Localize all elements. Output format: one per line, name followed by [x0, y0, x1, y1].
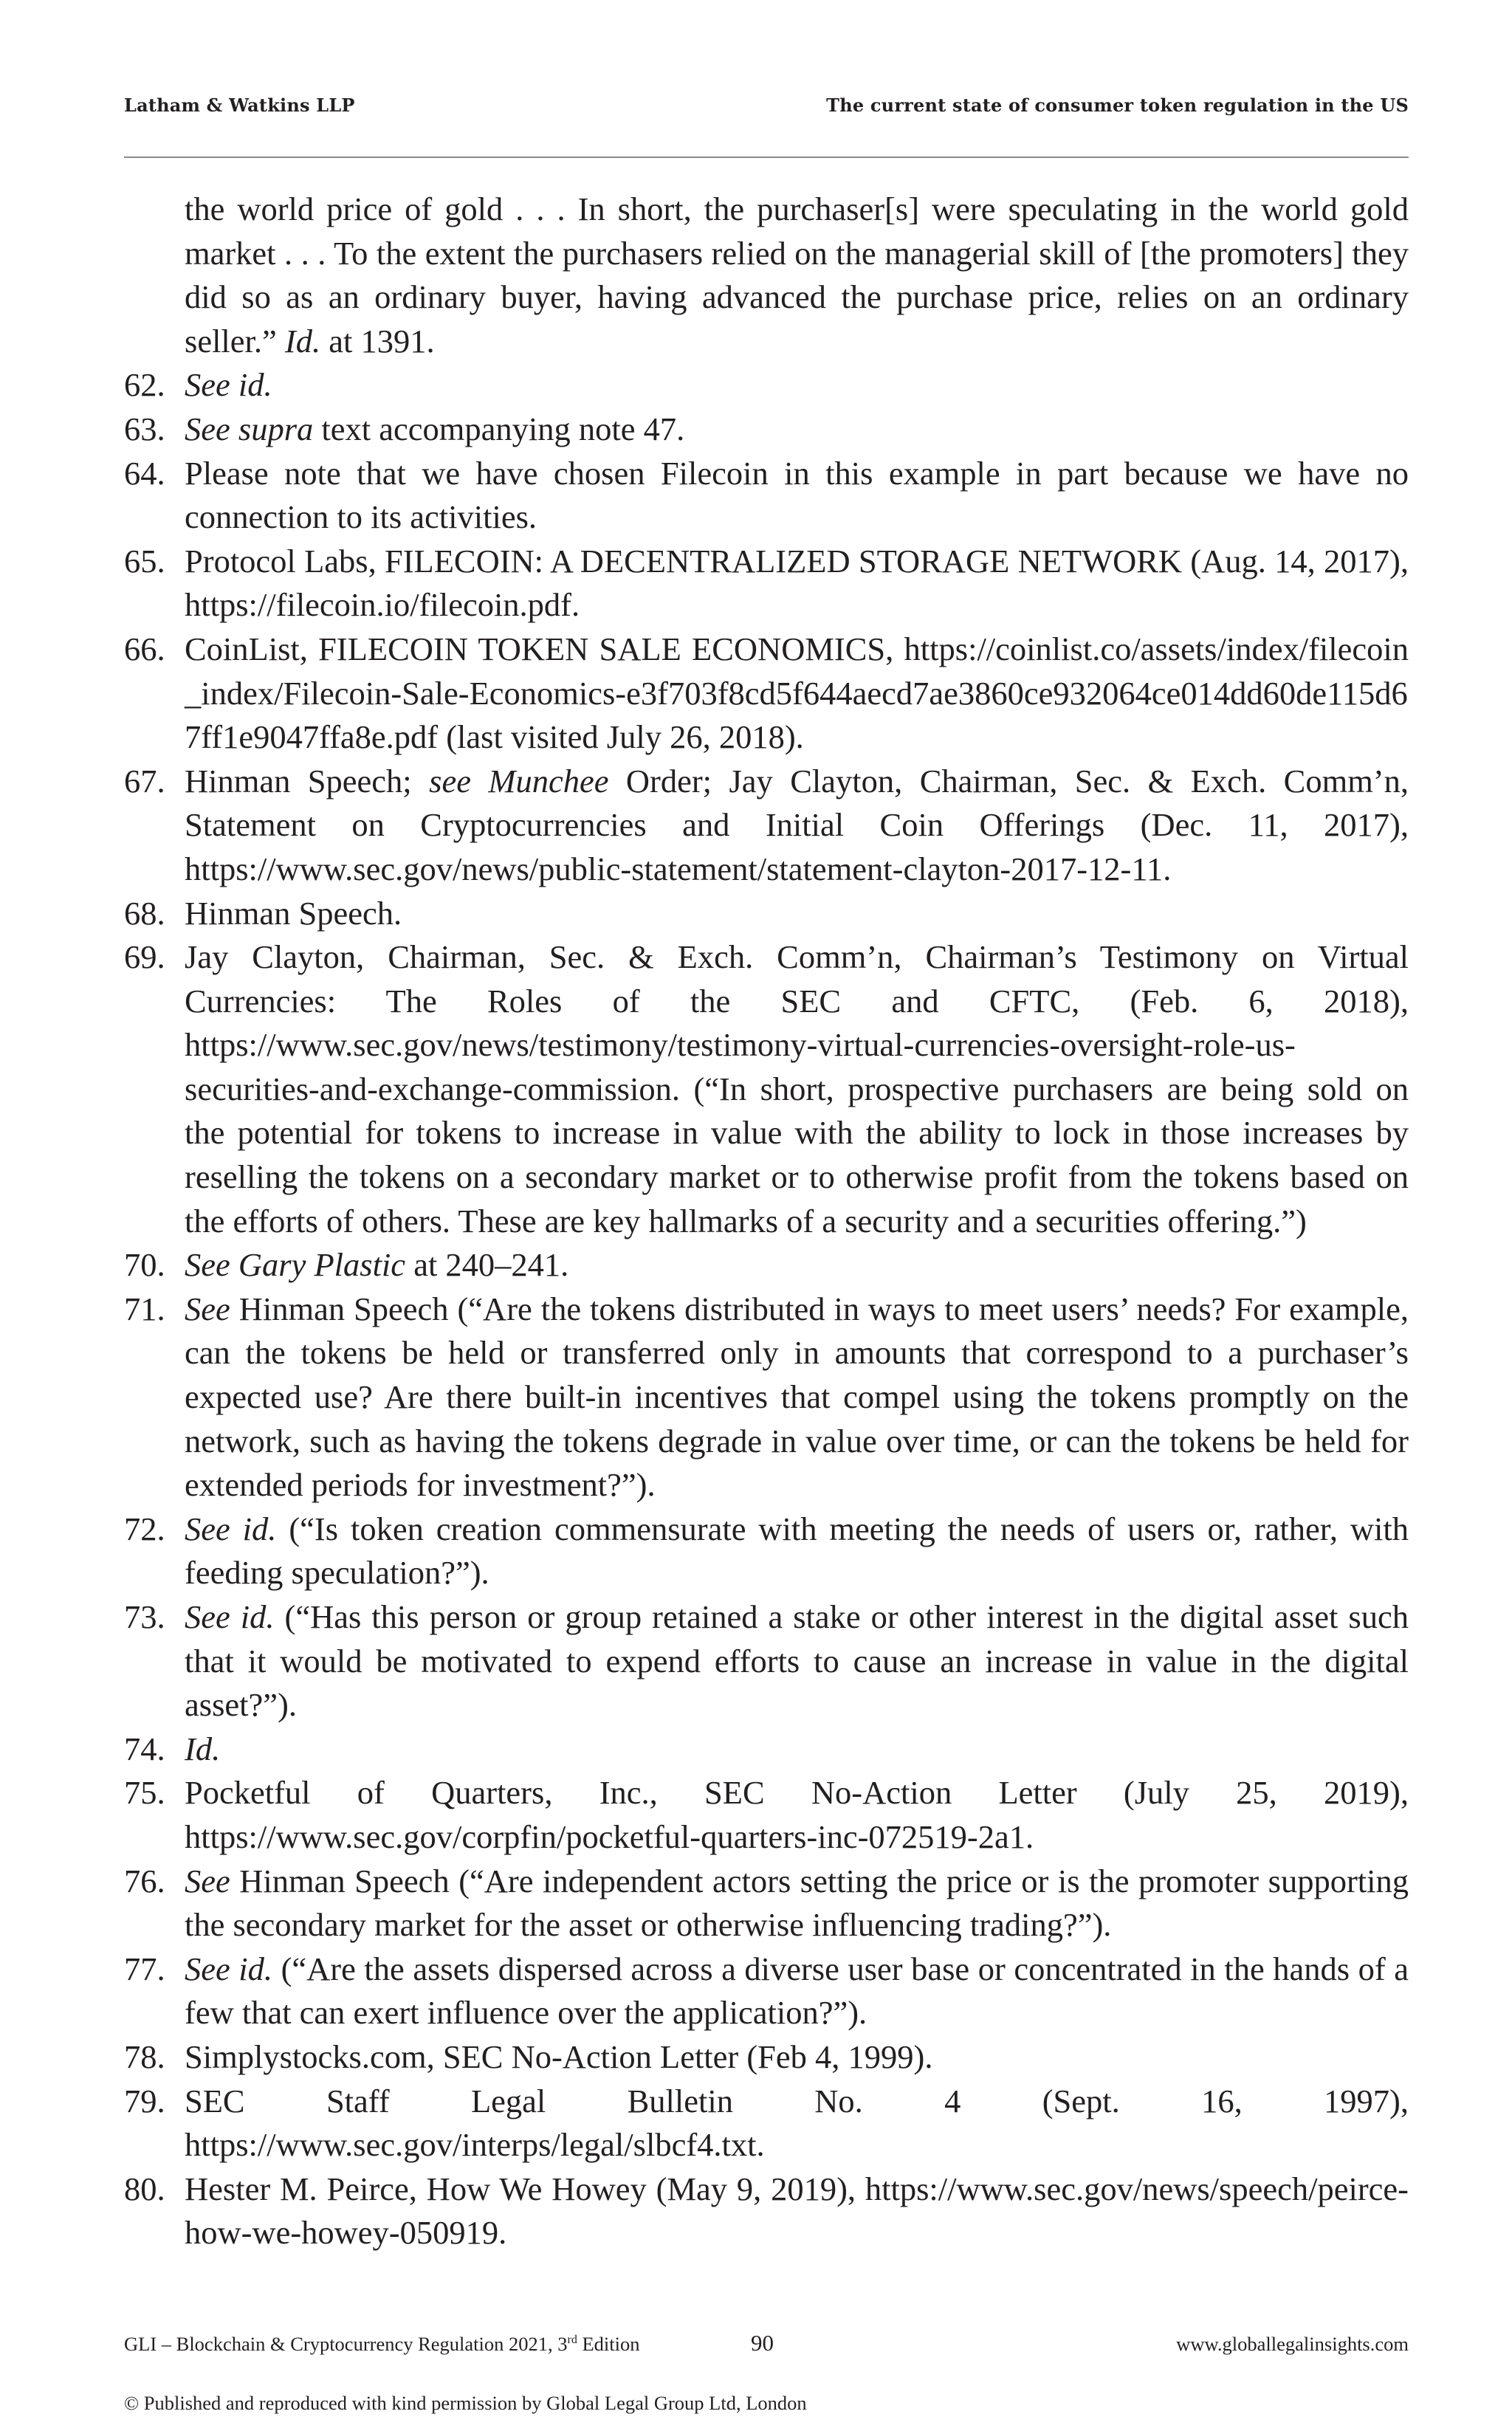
note-80: 80. Hester M. Peirce, How We Howey (May 9, 2019), https://www.sec.gov/news/speech/peirce-how-we-howey-050919.	[124, 2170, 1409, 2252]
header-rule	[124, 157, 1409, 158]
note-71: 71. See Hinman Speech (“Are the tokens distributed in ways to meet users’ needs? For example, can the tokens be held or transferred only in amounts that correspond to a purchaser’s expected use? Are there built-in incentives that compel using the tokens promptly on the network, such as having the tokens degrade in value over time, or can the tokens be held for extended periods for investment?”).	[124, 1290, 1409, 1504]
note-79: 79. SEC Staff Legal Bulletin No. 4 (Sept. 16, 1997), https://www.sec.gov/interps/legal/slbcf4.txt.	[124, 2082, 1409, 2164]
running-header	[124, 94, 1409, 124]
note-62: 62. See id.	[124, 366, 272, 404]
note-74: 74. Id.	[124, 1730, 221, 1767]
note-73: 73. See id. (“Has this person or group retained a stake or other interest in the digital asset such that it would be motivated to expend efforts to cause an increase in value in the digital asset?”).	[124, 1598, 1409, 1724]
page-number: 90	[751, 2330, 774, 2356]
note-77: 77. See id. (“Are the assets dispersed across a diverse user base or concentrated in the hands of a few that can exert influence over the application?”).	[124, 1950, 1409, 2032]
header-firm: Latham & Watkins LLP	[124, 94, 355, 116]
note-63: 63. See supra text accompanying note 47.	[124, 410, 685, 447]
note-75: 75. Pocketful of Quarters, Inc., SEC No-Action Letter (July 25, 2019), https://www.sec.gov/corpfin/pocketful-quarters-inc-072519-2a1.	[124, 1774, 1409, 1855]
note-72: 72. See id. (“Is token creation commensurate with meeting the needs of users or, rather, with feeding speculation?”).	[124, 1510, 1409, 1592]
note-61-continuation: the world price of gold . . . In short, the purchaser[s] were speculating in the world gold market . . . To the extent the purchasers relied on the managerial skill of [the promoters] they did so as an ordinary buyer, having advanced the purchase price, relies on an ordinary seller.” Id. at 1391.	[185, 190, 1409, 360]
note-65: 65. Protocol Labs, FILECOIN: A DECENTRALIZED STORAGE NETWORK (Aug. 14, 2017), https://filecoin.io/filecoin.pdf.	[124, 542, 1409, 624]
note-78: 78. Simplystocks.com, SEC No-Action Letter (Feb 4, 1999).	[124, 2038, 933, 2075]
endnotes	[124, 188, 1409, 2255]
footer-publication: GLI – Blockchain & Cryptocurrency Regulation 2021, 3rd Edition	[124, 2333, 640, 2355]
footer-website: www.globallegalinsights.com	[1176, 2333, 1409, 2355]
note-67: 67. Hinman Speech; see Munchee Order; Jay Clayton, Chairman, Sec. & Exch. Comm’n, Statement on Cryptocurrencies and Initial Coin Offerings (Dec. 11, 2017), https://www.sec.gov/news/public-statement/statement-clayton-2017-12-11.	[124, 762, 1409, 887]
note-64: 64. Please note that we have chosen Filecoin in this example in part because we have no connection to its activities.	[124, 454, 1409, 536]
note-70: 70. See Gary Plastic at 240–241.	[124, 1246, 569, 1284]
note-68: 68. Hinman Speech.	[124, 894, 402, 932]
note-66: 66. CoinList, FILECOIN TOKEN SALE ECONOMICS, https://coinlist.co/assets/index/filecoin_index/Filecoin-Sale-Economics-e3f703f8cd5f644aecd7ae3860ce932064ce014dd60de115d67ff1e9047ffa8e.pdf (last visited July 26, 2018).	[124, 630, 1409, 756]
page-footer	[124, 2330, 1409, 2362]
copyright-notice: © Published and reproduced with kind permission by Global Legal Group Ltd, London	[124, 2392, 807, 2414]
header-chapter-title: The current state of consumer token regulation in the US	[826, 94, 1409, 116]
note-69: 69. Jay Clayton, Chairman, Sec. & Exch. Comm’n, Chairman’s Testimony on Virtual Currencies: The Roles of the SEC and CFTC, (Feb. 6, 2018), https://www.sec.gov/news/testimony/testimony-virtual-currencies-oversight-role-us-securities-and-exchange-commission. (“In short, prospective purchasers are being sold on the potential for tokens to increase in value with the ability to lock in those increases by reselling the tokens on a secondary market or to otherwise profit from the tokens based on the efforts of others. These are key hallmarks of a security and a securities offering.”)	[124, 938, 1409, 1239]
note-76: 76. See Hinman Speech (“Are independent actors setting the price or is the promoter supporting the secondary market for the asset or otherwise influencing trading?”).	[124, 1862, 1409, 1944]
